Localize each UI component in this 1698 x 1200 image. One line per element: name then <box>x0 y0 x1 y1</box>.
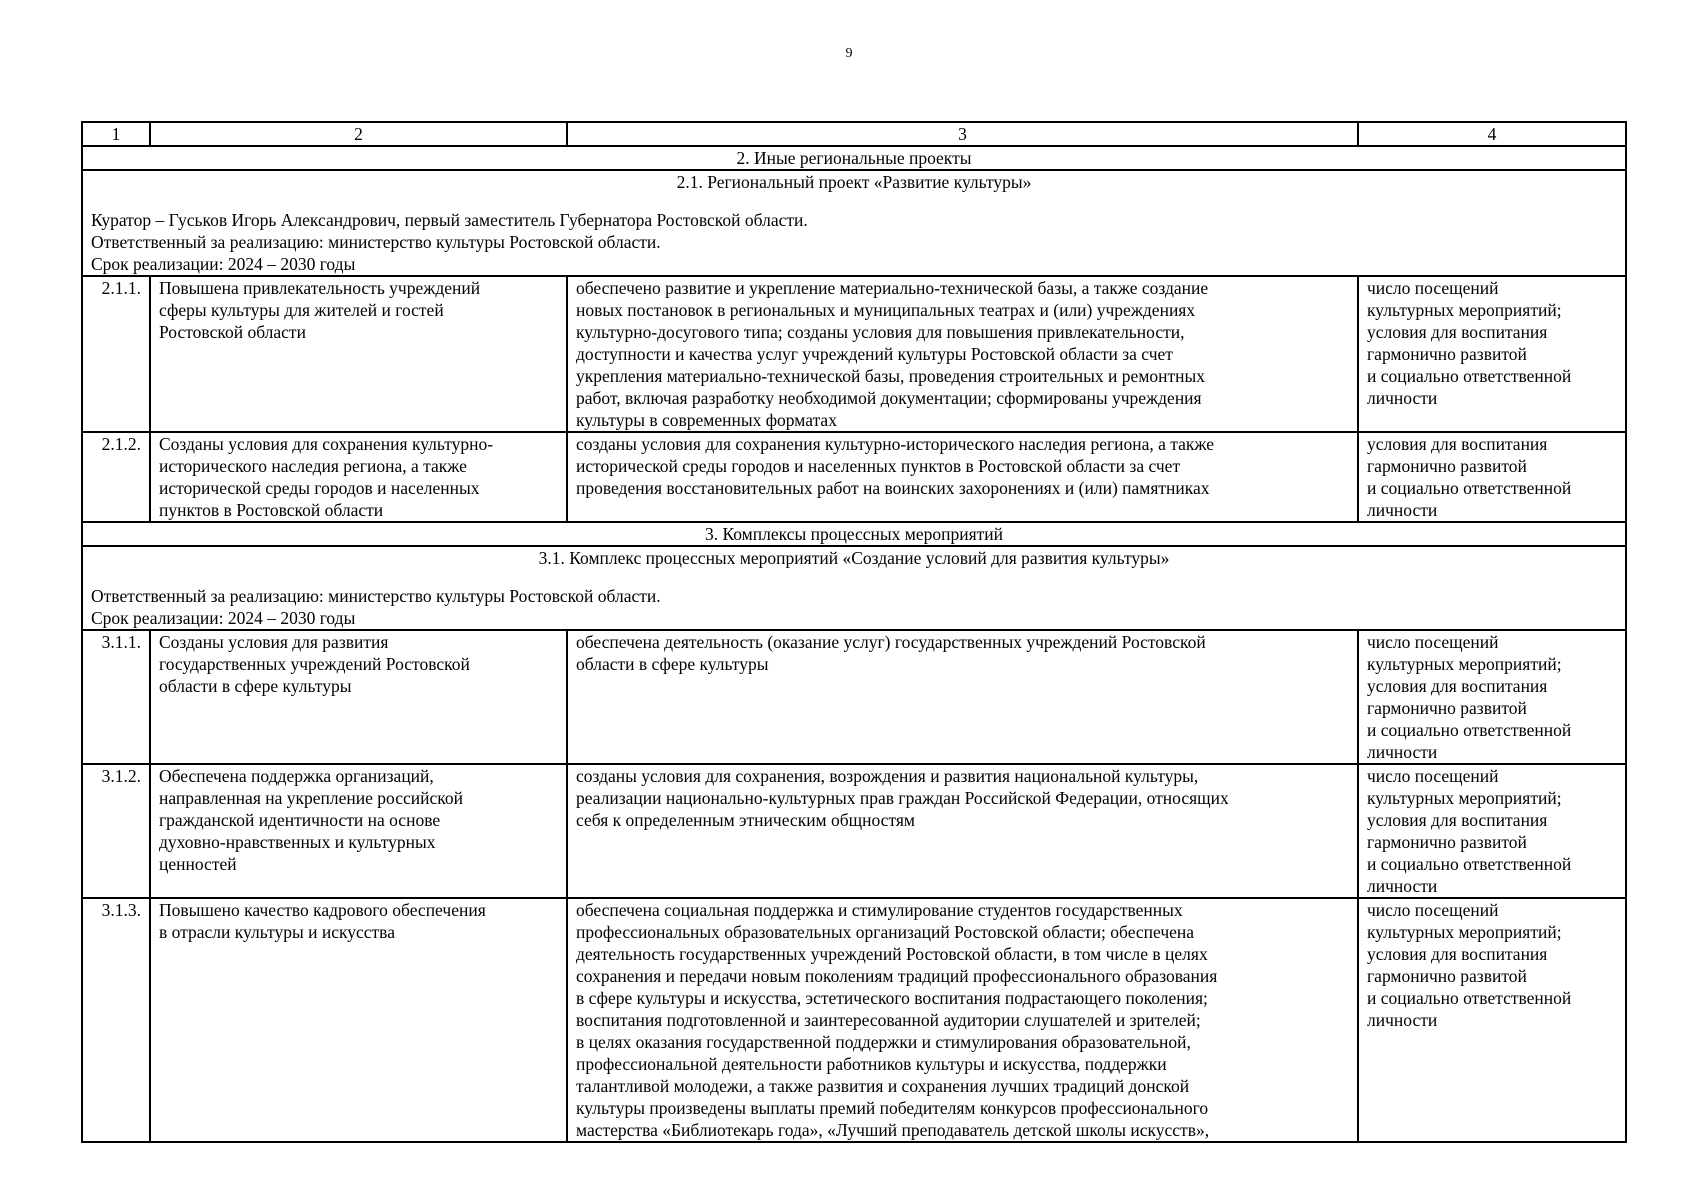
link-cell <box>1358 630 1626 764</box>
text-line: культурно-досугового типа; созданы условия для повышения привлекательности, <box>576 322 1185 342</box>
section-title-row <box>82 146 1626 170</box>
task-cell <box>150 432 567 522</box>
measures-table <box>81 121 1627 1143</box>
page-number: 9 <box>845 46 853 61</box>
row-number: 3.1.1. <box>82 630 150 764</box>
effect-cell <box>567 898 1358 1142</box>
complex-title: 3.1. Комплекс процессных мероприятий «Создание условий для развития культуры» <box>538 548 1170 568</box>
text-line: профессиональной деятельности работников культуры и искусства, поддержки <box>576 1054 1167 1074</box>
table-row <box>82 898 1626 1142</box>
text-line: исторической среды городов и населенных пунктов в Ростовской области за счет <box>576 456 1181 476</box>
text-line: число посещений <box>1367 632 1499 652</box>
text-line: и социально ответственной <box>1367 988 1572 1008</box>
row-number: 3.1.3. <box>82 898 150 1142</box>
text-line: исторической среды городов и населенных <box>159 478 480 498</box>
text-line: профессиональных образовательных организаций Ростовской области; обеспечена <box>576 922 1195 942</box>
text-line: доступности и качества услуг учреждений культуры Ростовской области за счет <box>576 344 1173 364</box>
text-line: культурных мероприятий; <box>1367 654 1562 674</box>
project-responsible: Ответственный за реализацию: министерство культуры Ростовской области. <box>91 232 661 252</box>
text-line: обеспечена социальная поддержка и стимулирование студентов государственных <box>576 900 1183 920</box>
column-number-cell: 3 <box>567 122 1358 146</box>
project-term: Срок реализации: 2024 – 2030 годы <box>91 254 356 274</box>
task-cell <box>150 764 567 898</box>
text-line: культурных мероприятий; <box>1367 788 1562 808</box>
text-line: воспитания подготовленной и заинтересованной аудитории слушателей и зрителей; <box>576 1010 1201 1030</box>
text-line: исторического наследия региона, а также <box>159 456 467 476</box>
text-line: гражданской идентичности на основе <box>159 810 441 830</box>
link-cell <box>1358 276 1626 432</box>
link-cell <box>1358 898 1626 1142</box>
text-line: в отрасли культуры и искусства <box>159 922 395 942</box>
text-line: области в сфере культуры <box>159 676 352 696</box>
task-cell <box>150 630 567 764</box>
table-row <box>82 630 1626 764</box>
task-cell <box>150 276 567 432</box>
column-number-cell: 2 <box>150 122 567 146</box>
text-line: области в сфере культуры <box>576 654 769 674</box>
section-title: 3. Комплексы процессных мероприятий <box>82 522 1626 546</box>
text-line: личности <box>1367 742 1438 762</box>
text-line: Обеспечена поддержка организаций, <box>159 766 434 786</box>
text-line: условия для воспитания <box>1367 676 1548 696</box>
text-line: реализации национально-культурных прав граждан Российской Федерации, относящих <box>576 788 1229 808</box>
text-line: личности <box>1367 388 1438 408</box>
row-number: 2.1.2. <box>82 432 150 522</box>
text-line: гармонично развитой <box>1367 966 1527 986</box>
text-line: Созданы условия для сохранения культурно- <box>159 434 494 454</box>
text-line: обеспечено развитие и укрепление материально-технической базы, а также создание <box>576 278 1209 298</box>
text-line: культуры в современных форматах <box>576 410 837 430</box>
complex-term: Срок реализации: 2024 – 2030 годы <box>91 608 356 628</box>
text-line: государственных учреждений Ростовской <box>159 654 470 674</box>
text-line: укрепления материально-технической базы, проведения строительных и ремонтных <box>576 366 1206 386</box>
text-line: работ, включая разработку необходимой документации; сформированы учреждения <box>576 388 1202 408</box>
column-number-cell: 1 <box>82 122 150 146</box>
project-info-cell <box>82 170 1626 276</box>
text-line: новых постановок в региональных и муниципальных театрах и (или) учреждениях <box>576 300 1196 320</box>
text-line: в сфере культуры и искусства, эстетического воспитания подрастающего поколения; <box>576 988 1208 1008</box>
text-line: число посещений <box>1367 900 1499 920</box>
section-title-row <box>82 522 1626 546</box>
text-line: Повышено качество кадрового обеспечения <box>159 900 486 920</box>
complex-responsible: Ответственный за реализацию: министерство культуры Ростовской области. <box>91 586 661 606</box>
text-line: гармонично развитой <box>1367 456 1527 476</box>
text-line: созданы условия для сохранения культурно-исторического наследия региона, а также <box>576 434 1215 454</box>
text-line: духовно-нравственных и культурных <box>159 832 436 852</box>
row-number: 2.1.1. <box>82 276 150 432</box>
complex-info-cell <box>82 546 1626 630</box>
effect-cell <box>567 432 1358 522</box>
text-line: гармонично развитой <box>1367 832 1527 852</box>
text-line: личности <box>1367 500 1438 520</box>
table-row <box>82 276 1626 432</box>
text-line: и социально ответственной <box>1367 478 1572 498</box>
text-line: Ростовской области <box>159 322 306 342</box>
text-line: Созданы условия для развития <box>159 632 389 652</box>
text-line: проведения восстановительных работ на воинских захоронениях и (или) памятниках <box>576 478 1210 498</box>
text-line: число посещений <box>1367 766 1499 786</box>
text-line: направленная на укрепление российской <box>159 788 463 808</box>
text-line: обеспечена деятельность (оказание услуг) государственных учреждений Ростовской <box>576 632 1206 652</box>
table-row <box>82 432 1626 522</box>
text-line: Повышена привлекательность учреждений <box>159 278 481 298</box>
text-line: и социально ответственной <box>1367 366 1572 386</box>
text-line: гармонично развитой <box>1367 698 1527 718</box>
column-number-cell: 4 <box>1358 122 1626 146</box>
text-line: число посещений <box>1367 278 1499 298</box>
text-line: личности <box>1367 1010 1438 1030</box>
text-line: и социально ответственной <box>1367 854 1572 874</box>
task-cell <box>150 898 567 1142</box>
row-number: 3.1.2. <box>82 764 150 898</box>
text-line: талантливой молодежи, а также развития и сохранения лучших традиций донской <box>576 1076 1190 1096</box>
effect-cell <box>567 764 1358 898</box>
table-row <box>82 764 1626 898</box>
text-line: деятельность государственных учреждений Ростовской области, в том числе в целях <box>576 944 1208 964</box>
text-line: созданы условия для сохранения, возрождения и развития национальной культуры, <box>576 766 1199 786</box>
complex-info-row <box>82 546 1626 630</box>
link-cell <box>1358 764 1626 898</box>
section-title: 2. Иные региональные проекты <box>82 146 1626 170</box>
text-line: условия для воспитания <box>1367 434 1548 454</box>
text-line: мастерства «Библиотекарь года», «Лучший преподаватель детской школы искусств», <box>576 1120 1210 1140</box>
text-line: культурных мероприятий; <box>1367 922 1562 942</box>
project-curator: Куратор – Гуськов Игорь Александрович, первый заместитель Губернатора Ростовской области. <box>91 210 808 230</box>
project-title: 2.1. Региональный проект «Развитие культуры» <box>676 172 1032 192</box>
column-number-row <box>82 122 1626 146</box>
text-line: гармонично развитой <box>1367 344 1527 364</box>
project-info-row <box>82 170 1626 276</box>
effect-cell <box>567 630 1358 764</box>
text-line: культуры произведены выплаты премий победителям конкурсов профессионального <box>576 1098 1209 1118</box>
text-line: и социально ответственной <box>1367 720 1572 740</box>
text-line: условия для воспитания <box>1367 322 1548 342</box>
text-line: условия для воспитания <box>1367 944 1548 964</box>
text-line: культурных мероприятий; <box>1367 300 1562 320</box>
text-line: пунктов в Ростовской области <box>159 500 384 520</box>
text-line: условия для воспитания <box>1367 810 1548 830</box>
text-line: сферы культуры для жителей и гостей <box>159 300 444 320</box>
text-line: ценностей <box>159 854 237 874</box>
effect-cell <box>567 276 1358 432</box>
text-line: в целях оказания государственной поддержки и стимулирования образовательной, <box>576 1032 1191 1052</box>
text-line: личности <box>1367 876 1438 896</box>
link-cell <box>1358 432 1626 522</box>
text-line: сохранения и передачи новым поколениям традиций профессионального образования <box>576 966 1218 986</box>
text-line: себя к определенным этническим общностям <box>576 810 915 830</box>
